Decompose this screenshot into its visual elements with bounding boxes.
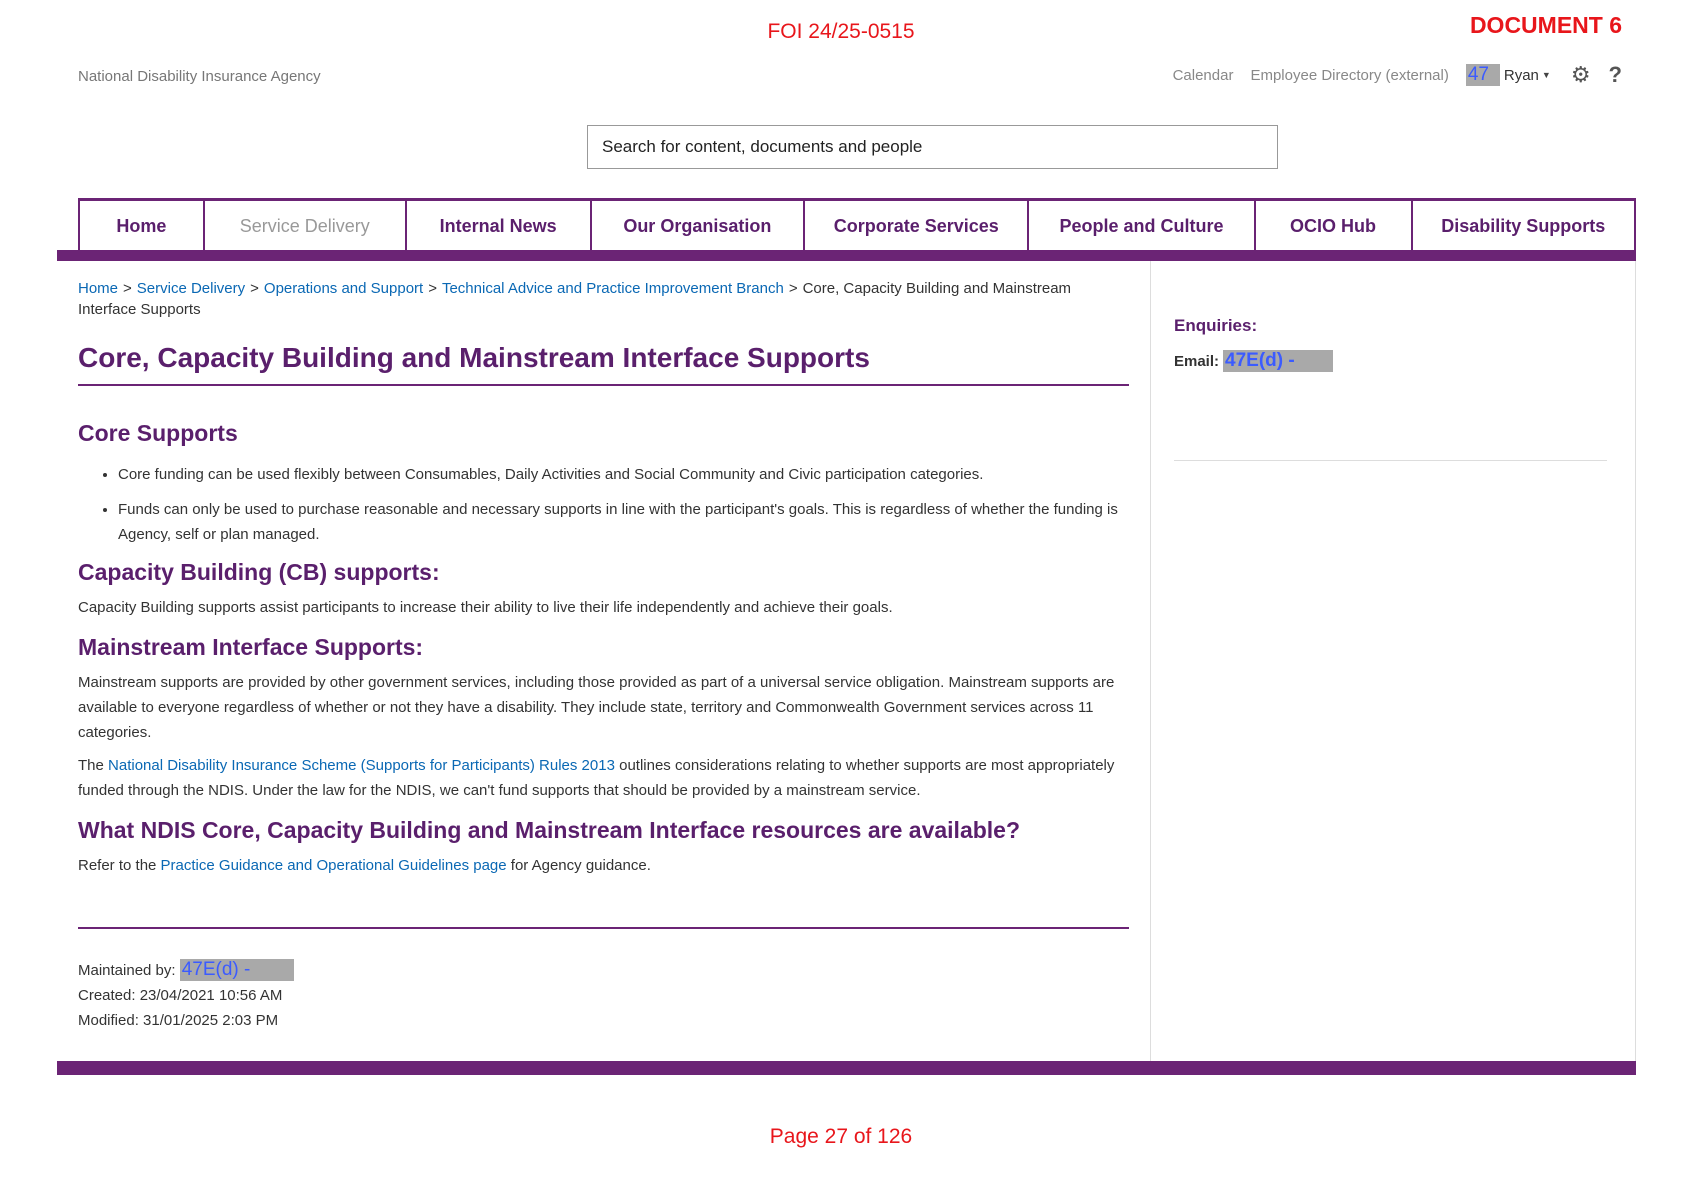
mainstream-interface-text: Mainstream supports are provided by other government services, including those provided as part of a universal service obligation. Mainstream supports are available to everyone regardless of whether or not they have a disability. They include state, territory and Commonwealth Government services across 11 categories. bbox=[78, 674, 1115, 741]
user-redaction: 47 bbox=[1466, 64, 1500, 86]
mainstream-interface-heading: Mainstream Interface Supports: bbox=[78, 634, 424, 660]
maintained-by-label: Maintained by: bbox=[78, 962, 180, 979]
maintained-by bbox=[78, 958, 294, 983]
top-links bbox=[1173, 62, 1622, 88]
rules-paragraph bbox=[78, 753, 1128, 803]
page-content bbox=[78, 418, 1128, 878]
foi-stamp: FOI 24/25-0515 bbox=[767, 20, 915, 43]
page-title: Core, Capacity Building and Mainstream Interface Supports bbox=[78, 342, 1129, 386]
breadcrumb-technical-advice[interactable]: Technical Advice and Practice Improvement Branch bbox=[441, 280, 784, 297]
help-icon[interactable]: ? bbox=[1608, 62, 1622, 87]
email-redaction: 47E(d) - bbox=[1223, 350, 1333, 372]
breadcrumb-service-delivery[interactable]: Service Delivery bbox=[136, 280, 246, 297]
rules-prefix: The bbox=[78, 757, 109, 774]
enquiries-heading: Enquiries: bbox=[1174, 316, 1258, 335]
nav-underline-bar bbox=[57, 250, 1636, 261]
breadcrumb-separator: > bbox=[428, 280, 437, 297]
maintained-by-redaction: 47E(d) - bbox=[180, 959, 294, 981]
core-supports-heading: Core Supports bbox=[78, 420, 238, 446]
search-input[interactable] bbox=[587, 125, 1278, 169]
agency-name[interactable]: National Disability Insurance Agency bbox=[78, 68, 321, 85]
capacity-building-heading: Capacity Building (CB) supports: bbox=[78, 559, 440, 585]
user-menu[interactable] bbox=[1466, 64, 1551, 86]
user-name: Ryan bbox=[1503, 66, 1539, 84]
rules-link[interactable]: National Disability Insurance Scheme (Supports for Participants) Rules 2013 bbox=[108, 757, 615, 774]
main-nav bbox=[78, 198, 1636, 252]
core-supports-list bbox=[118, 462, 1128, 547]
modified-date: Modified: 31/01/2025 2:03 PM bbox=[78, 1012, 279, 1029]
nav-item-ocio-hub[interactable]: OCIO Hub bbox=[1254, 201, 1411, 252]
calendar-link[interactable]: Calendar bbox=[1172, 66, 1234, 84]
created-date: Created: 23/04/2021 10:56 AM bbox=[78, 987, 283, 1004]
page-stamp: Page 27 of 126 bbox=[769, 1125, 913, 1148]
content-footer-divider bbox=[78, 927, 1129, 929]
page-metadata bbox=[78, 958, 294, 1033]
capacity-building-text: Capacity Building supports assist participants to increase their ability to live their life independently and achieve their goals. bbox=[78, 599, 893, 616]
nav-item-home[interactable]: Home bbox=[78, 201, 203, 252]
list-item: • Funds can only be used to purchase reasonable and necessary supports in line with the participant's goals. This is regardless of whether the funding is Agency, self or plan managed. bbox=[118, 497, 1128, 547]
breadcrumb-home[interactable]: Home bbox=[78, 280, 119, 297]
footer-bar bbox=[57, 1061, 1636, 1075]
list-item: • Core funding can be used flexibly between Consumables, Daily Activities and Social Community and Civic participation categories. bbox=[118, 462, 1128, 487]
breadcrumb-separator: > bbox=[250, 280, 259, 297]
document-stamp: DOCUMENT 6 bbox=[1469, 12, 1622, 38]
chevron-down-icon: ▼ bbox=[1541, 70, 1551, 80]
nav-item-service-delivery[interactable]: Service Delivery bbox=[203, 201, 405, 252]
resources-heading: What NDIS Core, Capacity Building and Mainstream Interface resources are available? bbox=[78, 817, 1021, 843]
sidebar-divider-line bbox=[1174, 460, 1607, 461]
sidebar-divider bbox=[1150, 261, 1151, 1064]
refer-prefix: Refer to the bbox=[78, 857, 161, 874]
gear-icon[interactable]: ⚙ bbox=[1570, 62, 1591, 87]
employee-directory-link[interactable]: Employee Directory (external) bbox=[1250, 66, 1449, 84]
breadcrumb-operations-and-support[interactable]: Operations and Support bbox=[263, 280, 424, 297]
rules-suffix: outlines considerations relating to whether supports are most appropriately funded through the NDIS. Under the law for the NDIS, we can't fund supports that should be provided by a mainstream service. bbox=[78, 757, 1115, 799]
nav-item-our-organisation[interactable]: Our Organisation bbox=[590, 201, 804, 252]
refer-paragraph bbox=[78, 853, 1128, 878]
email-label: Email: bbox=[1174, 352, 1220, 370]
nav-item-internal-news[interactable]: Internal News bbox=[405, 201, 590, 252]
practice-guidance-link[interactable]: Practice Guidance and Operational Guidelines page bbox=[160, 857, 507, 874]
breadcrumb-separator: > bbox=[123, 280, 132, 297]
nav-item-people-and-culture[interactable]: People and Culture bbox=[1027, 201, 1253, 252]
nav-item-disability-supports[interactable]: Disability Supports bbox=[1411, 201, 1636, 252]
enquiries-email bbox=[1174, 350, 1333, 372]
refer-suffix: for Agency guidance. bbox=[506, 857, 651, 874]
breadcrumb-current: Core, Capacity Building and Mainstream Interface Supports bbox=[78, 280, 1072, 318]
breadcrumb-separator: > bbox=[788, 280, 798, 297]
breadcrumb bbox=[78, 278, 1098, 320]
nav-item-corporate-services[interactable]: Corporate Services bbox=[803, 201, 1027, 252]
